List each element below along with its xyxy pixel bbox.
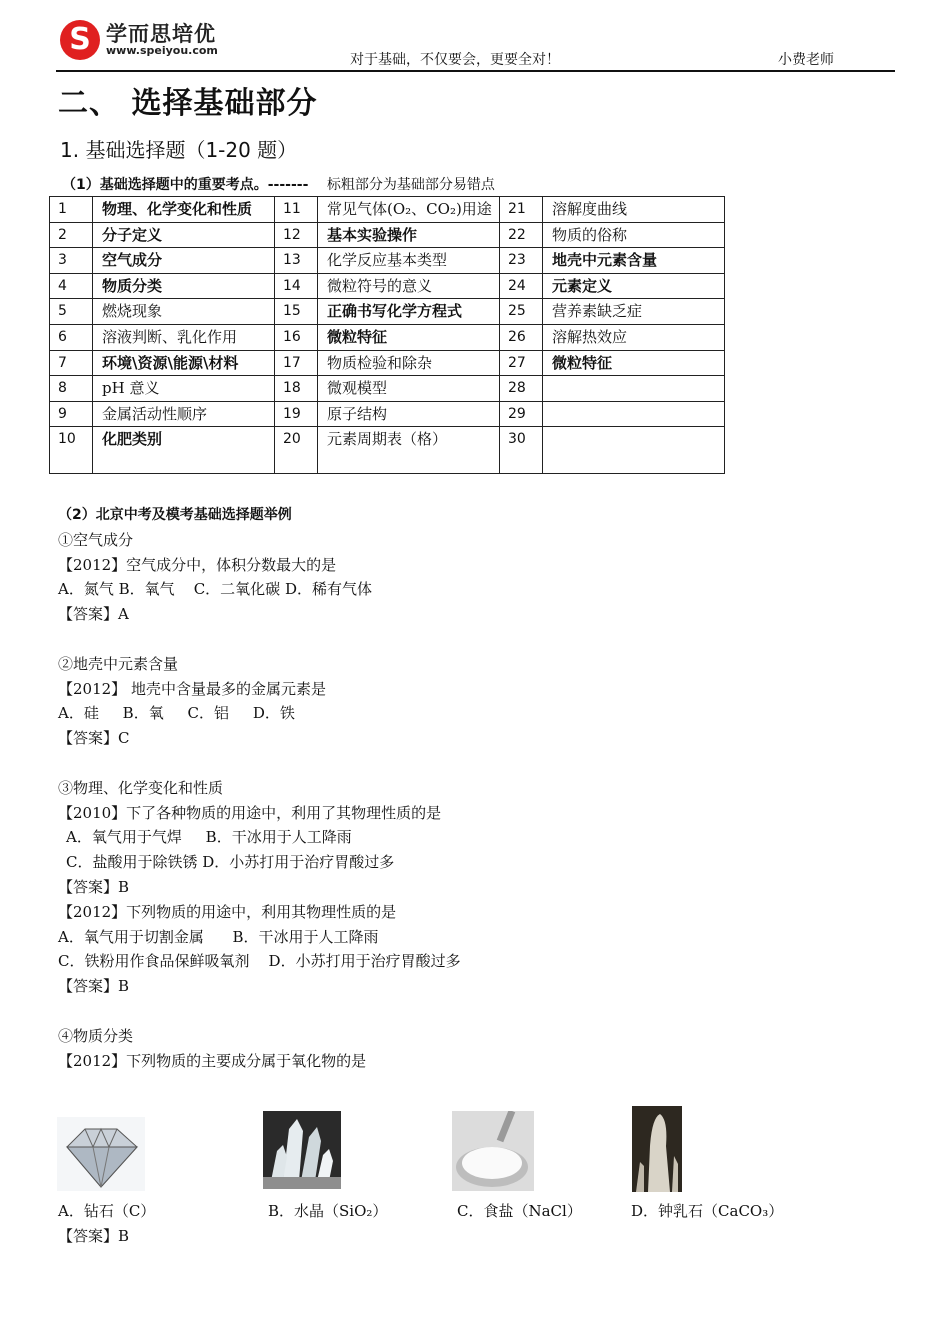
quartz-crystal-image: [263, 1111, 341, 1189]
table-intro-bold: （1）基础选择题中的重要考点。-------: [62, 177, 309, 193]
air-answer: 【答案】A: [58, 605, 129, 624]
topic-name: 溶解度曲线: [543, 197, 725, 223]
topic-number: 3: [50, 248, 93, 274]
topic-name: 化学反应基本类型: [318, 248, 500, 274]
table-row: [50, 222, 725, 248]
change-options-2-cd: C．铁粉用作食品保鲜吸氧剂 D．小苏打用于治疗胃酸过多: [58, 952, 461, 971]
logo-name: 学而思培优: [106, 22, 216, 46]
change-question-2: 【2012】下列物质的用途中，利用其物理性质的是: [58, 902, 397, 921]
crust-heading: ②地壳中元素含量: [58, 654, 179, 673]
change-heading: ③物理、化学变化和性质: [58, 778, 224, 797]
topic-name: 微粒符号的意义: [318, 273, 500, 299]
topic-number: 10: [50, 427, 93, 474]
topic-name: 微粒特征: [543, 350, 725, 376]
topic-number: 14: [275, 273, 318, 299]
topic-number: 17: [275, 350, 318, 376]
topic-name: [543, 427, 725, 474]
change-question-1: 【2010】下了各种物质的用途中，利用了其物理性质的是: [58, 803, 442, 822]
subsection-title: 1. 基础选择题（1-20 题）: [60, 138, 298, 162]
topic-name: 基本实验操作: [318, 222, 500, 248]
diamond-image: [57, 1117, 145, 1191]
examples-title: （2）北京中考及模考基础选择题举例: [58, 507, 292, 523]
class-question: 【2012】下列物质的主要成分属于氧化物的是: [58, 1051, 367, 1070]
class-answer-block: [58, 1224, 918, 1249]
picture-option-a-label: A．钻石（C）: [58, 1202, 156, 1220]
change-options-1-ab: A．氧气用于气焊 B．干冰用于人工降雨: [66, 828, 352, 847]
table-row: [50, 299, 725, 325]
topic-number: 23: [500, 248, 543, 274]
topic-name: 正确书写化学方程式: [318, 299, 500, 325]
salt-spoon-image: [452, 1111, 534, 1191]
header-divider: [56, 70, 895, 72]
topic-number: 16: [275, 324, 318, 350]
class-answer: 【答案】B: [58, 1227, 130, 1245]
change-answer-1: 【答案】B: [58, 877, 130, 896]
topic-name: 溶解热效应: [543, 324, 725, 350]
topic-name: 微粒特征: [318, 324, 500, 350]
topic-number: 4: [50, 273, 93, 299]
topic-number: 28: [500, 376, 543, 402]
topic-name: 地壳中元素含量: [543, 248, 725, 274]
topic-name: 营养素缺乏症: [543, 299, 725, 325]
topic-number: 13: [275, 248, 318, 274]
table-row: [50, 197, 725, 223]
logo-icon: S: [60, 20, 100, 60]
topic-name: 金属活动性顺序: [93, 401, 275, 427]
topic-number: 8: [50, 376, 93, 402]
topic-number: 21: [500, 197, 543, 223]
topic-name: 空气成分: [93, 248, 275, 274]
topic-number: 26: [500, 324, 543, 350]
topic-number: 25: [500, 299, 543, 325]
table-row: [50, 427, 725, 474]
table-intro-note: 标粗部分为基础部分易错点: [326, 177, 495, 193]
topic-name: 元素周期表（格）: [318, 427, 500, 474]
topic-number: 5: [50, 299, 93, 325]
topic-number: 7: [50, 350, 93, 376]
section-title: 二、 选择基础部分: [58, 86, 318, 121]
topic-name: 化肥类别: [93, 427, 275, 474]
topic-number: 15: [275, 299, 318, 325]
topic-name: 元素定义: [543, 273, 725, 299]
topic-name: 分子定义: [93, 222, 275, 248]
topic-number: 18: [275, 376, 318, 402]
header-teacher: 小费老师: [778, 52, 834, 68]
air-options: A．氮气 B．氧气 C．二氧化碳 D．稀有气体: [58, 580, 372, 599]
topic-name: 溶液判断、乳化作用: [93, 324, 275, 350]
topic-number: 6: [50, 324, 93, 350]
change-options-1-cd: C．盐酸用于除铁锈 D．小苏打用于治疗胃酸过多: [66, 853, 395, 872]
picture-option-b-label: B．水晶（SiO₂）: [268, 1202, 388, 1220]
table-row: [50, 324, 725, 350]
stalactite-image: [632, 1106, 682, 1192]
class-heading: ④物质分类: [58, 1026, 134, 1045]
table-row: [50, 350, 725, 376]
change-answer-2: 【答案】B: [58, 977, 130, 996]
examples-block: [58, 503, 918, 1073]
topic-number: 19: [275, 401, 318, 427]
topic-name: [543, 376, 725, 402]
topic-name: 常见气体(O₂、CO₂)用途: [318, 197, 500, 223]
topic-number: 22: [500, 222, 543, 248]
topics-table: [49, 196, 725, 474]
table-row: [50, 273, 725, 299]
topic-number: 27: [500, 350, 543, 376]
table-row: [50, 401, 725, 427]
topic-number: 24: [500, 273, 543, 299]
topic-number: 12: [275, 222, 318, 248]
change-options-2-ab: A．氧气用于切割金属 B．干冰用于人工降雨: [58, 927, 379, 946]
topic-name: 物质检验和除杂: [318, 350, 500, 376]
topic-name: 物质分类: [93, 273, 275, 299]
topic-number: 2: [50, 222, 93, 248]
table-row: [50, 376, 725, 402]
topic-name: 微观模型: [318, 376, 500, 402]
topic-name: 环境\资源\能源\材料: [93, 350, 275, 376]
topic-name: 原子结构: [318, 401, 500, 427]
air-heading: ①空气成分: [58, 530, 134, 549]
topic-name: 燃烧现象: [93, 299, 275, 325]
topic-number: 9: [50, 401, 93, 427]
topic-name: [543, 401, 725, 427]
topic-number: 11: [275, 197, 318, 223]
topic-name: pH 意义: [93, 376, 275, 402]
topic-number: 20: [275, 427, 318, 474]
picture-option-c-label: C．食盐（NaCl）: [457, 1202, 582, 1220]
topic-number: 29: [500, 401, 543, 427]
crust-answer: 【答案】C: [58, 729, 130, 748]
topic-number: 1: [50, 197, 93, 223]
header-slogan: 对于基础，不仅要会，更要全对！: [350, 52, 560, 68]
crust-options: A．硅 B．氧 C．铝 D．铁: [58, 704, 295, 723]
picture-option-d-label: D．钟乳石（CaCO₃）: [631, 1202, 784, 1220]
air-question: 【2012】空气成分中，体积分数最大的是: [58, 555, 337, 574]
topic-name: 物质的俗称: [543, 222, 725, 248]
topic-name: 物理、化学变化和性质: [93, 197, 275, 223]
table-row: [50, 248, 725, 274]
logo-url: www.speiyou.com: [106, 44, 218, 57]
table-intro: [62, 174, 495, 194]
crust-question: 【2012】 地壳中含量最多的金属元素是: [58, 679, 326, 698]
topic-number: 30: [500, 427, 543, 474]
